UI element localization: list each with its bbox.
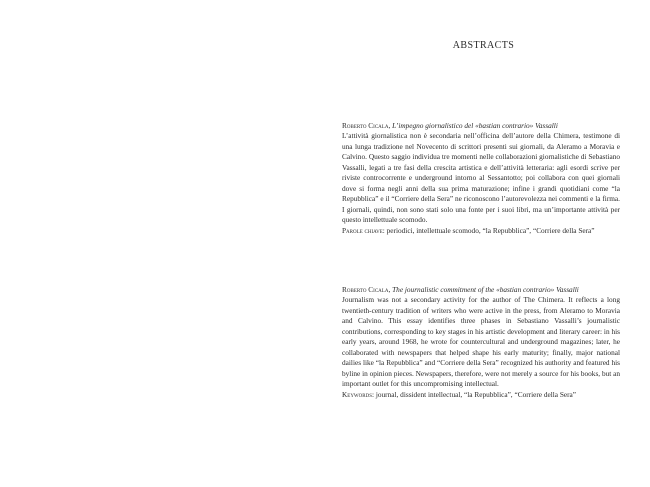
abstract-english — [342, 285, 620, 400]
keywords-line — [342, 390, 620, 400]
page-title: ABSTRACTS — [452, 40, 515, 51]
article-title: L’impegno giornalistico del «bastian contrario» Vassalli — [392, 121, 558, 130]
keywords-label: Parole chiave: — [342, 225, 385, 235]
abstract-heading: Roberto Cicala, The journalistic commitment of the «bastian contrario» Vassalli — [342, 285, 579, 294]
keywords-label: Keywords: — [342, 389, 375, 399]
article-title: The journalistic commitment of the «bastian contrario» Vassalli — [392, 285, 579, 294]
author-name: Roberto Cicala — [342, 285, 389, 294]
abstract-heading: Roberto Cicala, L’impegno giornalistico del «bastian contrario» Vassalli — [342, 121, 558, 130]
abstract-body: L’attività giornalistica non è secondaria nell’officina dell’autore della Chimera, testimone di una lunga tradizione nel Novecento di scrittori presenti sui giornali, da Aleramo a Moravia e Calvino. Questo saggio individua tre momenti nelle collaborazioni giornalistiche di Sebastiano Vassalli, legati a tre fasi della crescita artistica e dell’attività letteraria: agli esordi scrive per riviste controcorrente e underground intorno al Sessantotto; poi collabora con quei giornali dove si forma negli anni della sua prima maturazione; infine i grandi quotidiani come “la Repubblica” e il “Corriere della Sera” ne riconoscono l’autorevolezza nei commenti e la firma. I giornali, quindi, non sono stati solo una fonte per i suoi libri, ma un’importante attività per questo intellettuale scomodo. — [342, 131, 620, 225]
keywords-text: journal, dissident intellectual, “la Repubblica”, “Corriere della Sera” — [375, 389, 577, 399]
keywords-line — [342, 226, 620, 236]
keywords-text: periodici, intellettuale scomodo, “la Repubblica”, “Corriere della Sera” — [386, 225, 595, 235]
abstract-body: Journalism was not a secondary activity for the author of The Chimera. It reflects a long twentieth-century tradition of writers who were active in the press, from Aleramo to Moravia and Calvino. This essay identifies three phases in Sebastiano Vassalli’s journalistic contributions, corresponding to key stages in his artistic development and literary career: in his early years, around 1968, he wrote for countercultural and underground magazines; later, he collaborated with newspapers that helped shape his early maturity; finally, major national dailies like “la Repubblica” and “Corriere della Sera” recognized his authority and featured his byline in opinion pieces. Newspapers, therefore, were not merely a source for his books, but an important outlet for this uncompromising intellectual. — [342, 295, 620, 389]
abstract-italian — [342, 121, 620, 236]
author-name: Roberto Cicala — [342, 121, 389, 130]
